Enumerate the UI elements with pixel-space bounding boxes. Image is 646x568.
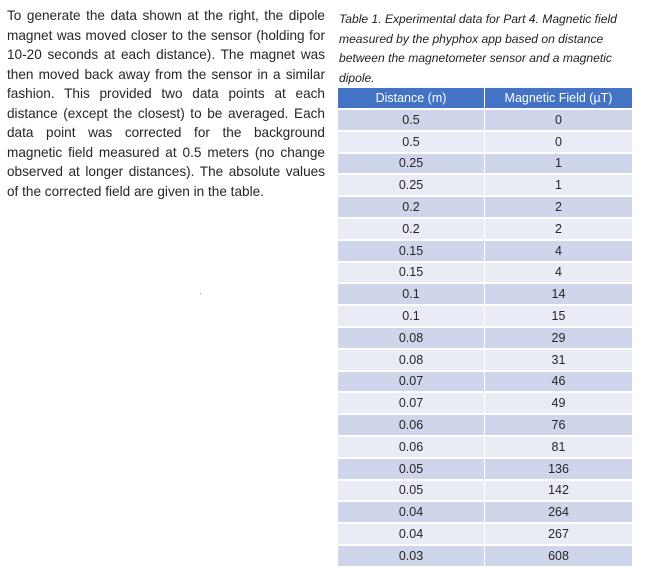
column-header-distance: Distance (m) bbox=[338, 88, 485, 108]
table-row bbox=[338, 306, 632, 326]
magnetic-field-cell: 608 bbox=[485, 546, 632, 566]
magnetic-field-cell: 136 bbox=[485, 459, 632, 479]
magnetic-field-cell: 1 bbox=[485, 154, 632, 174]
magnetic-field-cell: 81 bbox=[485, 437, 632, 457]
table-header-row bbox=[338, 88, 632, 108]
table-row bbox=[338, 481, 632, 501]
table-row bbox=[338, 415, 632, 435]
distance-cell: 0.04 bbox=[338, 524, 485, 544]
magnetic-field-cell: 31 bbox=[485, 350, 632, 370]
stray-dot bbox=[200, 293, 201, 294]
table-row bbox=[338, 154, 632, 174]
magnetic-field-cell: 267 bbox=[485, 524, 632, 544]
distance-cell: 0.5 bbox=[338, 110, 485, 130]
magnetic-field-cell: 0 bbox=[485, 132, 632, 152]
distance-cell: 0.15 bbox=[338, 241, 485, 261]
table-row bbox=[338, 459, 632, 479]
body-paragraph: To generate the data shown at the right, the dipole magnet was moved closer to the sensor (holding for 10-20 seconds at each distance). The magnet was then moved back away from the sensor in a similar fashion. This provided two data points at each distance (except the closest) to be averaged. Each data point was corrected for the background magnetic field measured at 0.5 meters (no change observed at longer distances). The absolute values of the corrected field are given in the table. bbox=[7, 8, 325, 199]
distance-cell: 0.2 bbox=[338, 197, 485, 217]
table-row bbox=[338, 241, 632, 261]
table-row bbox=[338, 197, 632, 217]
table-row bbox=[338, 263, 632, 283]
distance-cell: 0.07 bbox=[338, 393, 485, 413]
table-caption: Table 1. Experimental data for Part 4. Magnetic field measured by the phyphox app based on distance between the magnetometer sensor and a magnetic dipole. bbox=[339, 12, 617, 85]
data-table bbox=[338, 86, 632, 568]
distance-cell: 0.04 bbox=[338, 502, 485, 522]
table-row bbox=[338, 350, 632, 370]
magnetic-field-cell: 4 bbox=[485, 241, 632, 261]
distance-cell: 0.2 bbox=[338, 219, 485, 239]
distance-cell: 0.25 bbox=[338, 154, 485, 174]
magnetic-field-cell: 76 bbox=[485, 415, 632, 435]
table-row bbox=[338, 372, 632, 392]
column-header-magnetic-field: Magnetic Field (µT) bbox=[485, 88, 632, 108]
distance-cell: 0.15 bbox=[338, 263, 485, 283]
distance-cell: 0.05 bbox=[338, 481, 485, 501]
distance-cell: 0.07 bbox=[338, 372, 485, 392]
distance-cell: 0.06 bbox=[338, 437, 485, 457]
distance-cell: 0.06 bbox=[338, 415, 485, 435]
table-row bbox=[338, 393, 632, 413]
distance-cell: 0.03 bbox=[338, 546, 485, 566]
magnetic-field-cell: 142 bbox=[485, 481, 632, 501]
magnetic-field-cell: 264 bbox=[485, 502, 632, 522]
magnetic-field-cell: 0 bbox=[485, 110, 632, 130]
distance-cell: 0.5 bbox=[338, 132, 485, 152]
table-row bbox=[338, 546, 632, 566]
magnetic-field-cell: 2 bbox=[485, 219, 632, 239]
magnetic-field-cell: 46 bbox=[485, 372, 632, 392]
distance-cell: 0.05 bbox=[338, 459, 485, 479]
distance-cell: 0.08 bbox=[338, 350, 485, 370]
table-row bbox=[338, 219, 632, 239]
distance-cell: 0.25 bbox=[338, 175, 485, 195]
magnetic-field-cell: 15 bbox=[485, 306, 632, 326]
table-row bbox=[338, 284, 632, 304]
table-row bbox=[338, 132, 632, 152]
distance-cell: 0.1 bbox=[338, 306, 485, 326]
table-row bbox=[338, 502, 632, 522]
magnetic-field-cell: 14 bbox=[485, 284, 632, 304]
table-row bbox=[338, 110, 632, 130]
magnetic-field-cell: 49 bbox=[485, 393, 632, 413]
magnetic-field-cell: 4 bbox=[485, 263, 632, 283]
table-body bbox=[338, 110, 632, 566]
magnetic-field-cell: 29 bbox=[485, 328, 632, 348]
table-row bbox=[338, 328, 632, 348]
magnetic-field-cell: 1 bbox=[485, 175, 632, 195]
table-row bbox=[338, 437, 632, 457]
table-row bbox=[338, 175, 632, 195]
magnetic-field-cell: 2 bbox=[485, 197, 632, 217]
distance-cell: 0.1 bbox=[338, 284, 485, 304]
table-row bbox=[338, 524, 632, 544]
distance-cell: 0.08 bbox=[338, 328, 485, 348]
